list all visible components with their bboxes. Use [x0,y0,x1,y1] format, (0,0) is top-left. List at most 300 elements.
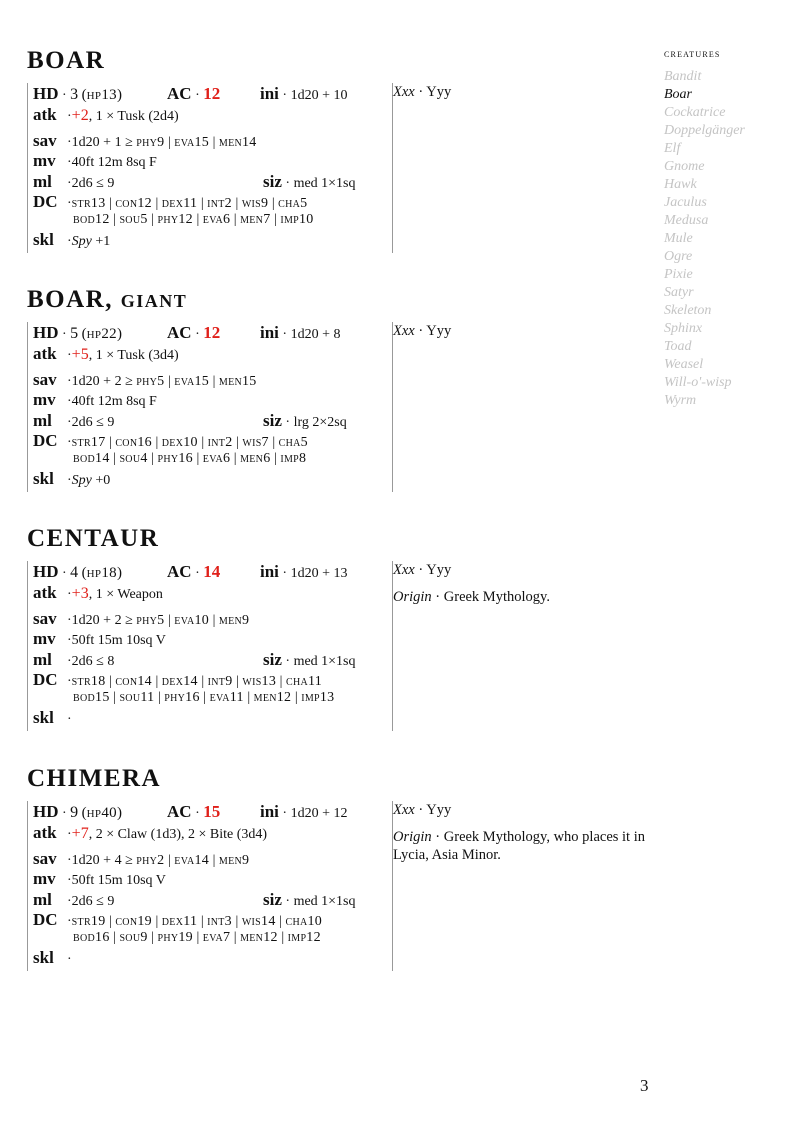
ac-field [167,801,220,825]
separator: | [275,914,286,929]
creature-title [27,763,657,795]
sav-value: 1d20 + 2 ≥ [71,374,137,389]
dc-row: DC ·str19 | con19 | dex11 | int3 | wis14 | cha10 [33,910,323,929]
ml-row: ml ·2d6 ≤ 9 siz · med 1×1sq [33,171,392,192]
siz-value: med 1×1sq [293,176,356,191]
dc-value: wis14 [241,914,276,929]
ac-field [167,322,220,346]
creature-entry [27,45,657,249]
dc-line-2 [73,451,306,466]
atk-text: , 1 × Weapon [88,587,163,602]
dc-value: cha5 [278,435,308,450]
separator: | [105,914,116,929]
hd-label: HD [33,802,59,821]
dot: · [281,654,294,669]
dc-value: str13 [71,196,106,211]
creature-index-item[interactable]: Satyr [664,285,694,300]
skill-name: Spy [71,234,92,249]
ini-field [260,801,347,825]
ac-label: AC [167,323,192,342]
dc-value: con16 [115,435,152,450]
ac-label: AC [167,802,192,821]
save-value: men9 [218,613,250,628]
dc-value: con12 [115,196,152,211]
skl-row: skl ·Spy +1 [33,230,111,249]
dc-value: str17 [71,435,106,450]
dot: · [58,88,71,103]
dot: · [281,176,294,191]
notes-column [393,801,657,873]
skill-value [72,473,111,488]
creature-index-item[interactable]: Will-o'-wisp [664,375,732,390]
dot: · [414,84,427,100]
dot: · [431,829,444,845]
ml-row: ml ·2d6 ≤ 9 siz · med 1×1sq [33,889,392,910]
separator: | [109,690,120,705]
separator: | [197,674,208,689]
dc-value: cha11 [285,674,323,689]
mv-label: mv [33,629,56,648]
separator: | [151,196,162,211]
separator: | [276,674,286,689]
dc-value: bod12 [73,212,110,227]
ini-value: 1d20 + 8 [290,327,341,342]
save-value: eva14 [174,853,210,868]
sav-parts [136,135,256,150]
ac-value: 14 [203,562,221,581]
siz-field [263,649,356,672]
creature-entry [27,763,657,967]
dc-value: wis9 [241,196,269,211]
dc-value: wis13 [242,674,277,689]
skl-label: skl [33,469,54,488]
separator: | [232,196,242,211]
separator: | [268,196,279,211]
dc-line-2 [73,212,314,227]
ini-field [260,83,347,107]
dc-value: bod16 [73,930,110,945]
ini-value: 1d20 + 13 [290,566,348,581]
atk-label: atk [33,823,57,842]
dc-value: str18 [71,674,106,689]
separator: | [151,674,162,689]
creature-index-item[interactable]: Elf [664,141,681,156]
separator: | [209,853,219,868]
hd-value: 5 [70,325,79,342]
dc-value: dex11 [161,914,198,929]
save-value: phy5 [136,613,165,628]
atk-row: atk ·+7, 2 × Claw (1d3), 2 × Bite (3d4) [33,823,268,842]
sav-value: 1d20 + 4 ≥ [71,853,137,868]
sav-parts [136,853,249,868]
sav-row: sav ·1d20 + 2 ≥ phy5 | eva15 | men15 [33,370,257,389]
dot: · [191,566,204,581]
dc-row-2 [33,928,392,948]
save-value: men9 [218,853,250,868]
skl-label: skl [33,708,54,727]
ml-value: 2d6 ≤ 9 [71,894,115,909]
hd-label: HD [33,84,59,103]
separator: | [147,930,158,945]
creature-index-item[interactable]: Hawk [664,177,697,192]
creature-index-item[interactable]: Wyrm [664,393,697,408]
dot: · [414,323,427,339]
dc-value: phy12 [157,212,193,227]
dc-value: imp10 [280,212,314,227]
creature-name: CHIMERA [27,765,162,792]
separator: | [209,613,219,628]
atk-row: atk ·+5, 1 × Tusk (3d4) [33,344,179,363]
separator: | [109,451,120,466]
dc-value: phy19 [157,930,193,945]
note-text: Yyy [426,84,452,100]
siz-label: siz [263,411,282,430]
sav-row: sav ·1d20 + 1 ≥ phy9 | eva15 | men14 [33,131,257,150]
dc-value: imp13 [301,690,335,705]
dc-value: wis7 [242,435,269,450]
dc-value: eva6 [202,212,231,227]
save-value: phy9 [136,135,165,150]
separator: | [151,435,162,450]
separator: | [209,135,219,150]
creature-name-comma: , [105,286,121,313]
dot: · [431,589,444,605]
hd-label: HD [33,323,59,342]
hd-row: HD · 3 (hp13) AC · 12 ini · 1d20 + 10 [33,83,392,105]
creature-name: BOAR [27,286,106,313]
separator: | [243,690,254,705]
ml-value: 2d6 ≤ 9 [71,415,115,430]
ini-label: ini [260,802,279,821]
dc-line-1 [72,674,322,689]
hd-row: HD · 5 (hp22) AC · 12 ini · 1d20 + 8 [33,322,392,344]
mv-row: mv ·50ft 15m 10sq V [33,629,166,648]
creature-index-item[interactable]: Sphinx [664,321,703,336]
separator: | [164,374,175,389]
ac-field [167,83,220,107]
origin-text: Greek Mythology, who places it in Lycia, Asia Minor. [393,829,645,863]
dc-row: DC ·str13 | con12 | dex11 | int2 | wis9 | cha5 [33,192,308,211]
notes-column [393,83,657,110]
dc-value: sou4 [119,451,148,466]
skill-bonus: +1 [91,234,111,249]
notes-column [393,322,657,349]
sav-label: sav [33,609,57,628]
creature-entry [27,523,657,727]
separator: | [154,690,165,705]
save-value: men14 [218,135,257,150]
separator: | [109,212,120,227]
creature-entry [27,284,657,488]
ini-label: ini [260,562,279,581]
ml-label: ml [33,411,52,430]
dc-row-2 [33,688,392,708]
dot: · [278,88,291,103]
dc-value: int2 [207,196,232,211]
creature-index-item[interactable]: Toad [664,339,692,354]
dc-line-2 [73,690,334,705]
hd-value: 9 [70,804,79,821]
dc-value: men6 [240,451,271,466]
ml-label: ml [33,650,52,669]
save-value: eva15 [174,374,210,389]
atk-text: , 1 × Tusk (3d4) [88,348,179,363]
mv-label: mv [33,151,56,170]
dot: · [191,327,204,342]
dot: · [58,327,71,342]
atk-bonus: +5 [71,346,89,363]
dc-value: men12 [240,930,278,945]
siz-field [263,889,356,912]
ac-value: 15 [203,802,221,821]
dc-value: int3 [207,914,232,929]
atk-bonus: +3 [71,585,89,602]
sav-label: sav [33,131,57,150]
creature-index-item[interactable]: Mule [664,231,693,246]
separator: | [230,212,241,227]
stat-block [27,322,393,492]
dc-value: int9 [207,674,233,689]
creature-index-item[interactable]: Pixie [664,267,693,282]
sav-value: 1d20 + 2 ≥ [71,613,137,628]
save-value: phy2 [136,853,165,868]
ml-row: ml ·2d6 ≤ 9 siz · lrg 2×2sq [33,410,392,431]
ac-label: AC [167,84,192,103]
separator: | [232,914,242,929]
atk-bonus: +7 [71,825,89,842]
separator: | [147,451,158,466]
sav-row: sav ·1d20 + 4 ≥ phy2 | eva14 | men9 [33,849,250,868]
creature-index-item[interactable]: Weasel [664,357,704,372]
separator: | [164,613,175,628]
separator: | [197,196,208,211]
ac-field [167,561,220,585]
dc-row: DC ·str18 | con14 | dex14 | int9 | wis13 | cha11 [33,670,323,689]
note-text: Yyy [426,802,452,818]
dc-value: cha10 [285,914,323,929]
creature-index-item[interactable]: Medusa [664,213,709,228]
stat-block [27,561,393,731]
note-text: Yyy [426,323,452,339]
separator: | [109,930,120,945]
atk-label: atk [33,105,57,124]
ml-label: ml [33,890,52,909]
creature-name: BOAR [27,47,106,74]
dot: · [278,327,291,342]
ini-field [260,322,340,346]
ml-label: ml [33,172,52,191]
siz-field [263,410,347,433]
mv-label: mv [33,869,56,888]
dc-value: bod15 [73,690,110,705]
stat-block [27,801,393,971]
save-value: men15 [218,374,257,389]
separator: | [105,674,116,689]
atk-row: atk ·+2, 1 × Tusk (2d4) [33,105,179,124]
ml-row: ml ·2d6 ≤ 8 siz · med 1×1sq [33,649,392,670]
creature-title [27,45,657,77]
skill-name: Spy [71,473,92,488]
dc-value: con19 [115,914,152,929]
creature-index-item[interactable]: Gnome [664,159,705,174]
creature-title [27,284,657,316]
hd-value: 4 [70,564,79,581]
siz-value: lrg 2×2sq [293,415,347,430]
dc-value: sou5 [119,212,148,227]
separator: | [192,451,203,466]
ini-value: 1d20 + 10 [290,88,348,103]
dc-value: dex14 [161,674,198,689]
atk-bonus: +2 [71,107,89,124]
ini-label: ini [260,323,279,342]
dc-value: eva6 [202,451,231,466]
mv-value: 40ft 12m 8sq F [71,155,157,170]
dc-value: eva11 [209,690,244,705]
ml-value: 2d6 ≤ 9 [71,176,115,191]
creature-index-item[interactable]: Ogre [664,249,693,264]
dc-value: sou11 [119,690,155,705]
skl-label: skl [33,230,54,249]
dc-value: phy16 [157,451,193,466]
dc-value: con14 [115,674,152,689]
creature-index-item[interactable]: Jaculus [664,195,707,210]
separator: | [232,674,243,689]
dc-value: dex10 [161,435,198,450]
creature-index-item[interactable]: Cockatrice [664,105,726,120]
dc-label: DC [33,192,58,211]
dot: · [58,806,71,821]
creature-index-item[interactable]: Doppelgänger [664,123,745,138]
ac-value: 12 [203,84,221,103]
save-value: eva10 [174,613,210,628]
note-text: Yyy [426,562,452,578]
sav-parts [136,613,249,628]
hd-row: HD · 9 (hp40) AC · 15 ini · 1d20 + 12 [33,801,392,823]
separator: | [209,374,219,389]
atk-label: atk [33,344,57,363]
note-label: Xxx [393,562,415,578]
separator: | [230,451,241,466]
sav-row: sav ·1d20 + 2 ≥ phy5 | eva10 | men9 [33,609,250,628]
hp-value: hp22 [86,326,117,342]
sav-value: 1d20 + 1 ≥ [71,135,137,150]
skl-row: skl ·Spy +0 [33,469,111,488]
dc-value: phy16 [164,690,200,705]
dc-value: str19 [71,914,106,929]
notes-column [393,561,657,615]
separator: | [151,914,162,929]
creature-index-item[interactable]: Boar [664,87,692,102]
separator: | [147,212,158,227]
hp-value: hp40 [86,805,117,821]
separator: | [105,196,116,211]
ini-label: ini [260,84,279,103]
siz-value: med 1×1sq [293,654,356,669]
atk-text: , 1 × Tusk (2d4) [88,109,179,124]
separator: | [197,914,208,929]
dot: · [414,562,427,578]
hd-label: HD [33,562,59,581]
creature-index [664,48,784,410]
note-label: Xxx [393,84,415,100]
dc-value: eva7 [202,930,231,945]
separator: | [230,930,241,945]
ini-value: 1d20 + 12 [290,806,348,821]
origin-note [393,828,657,864]
sav-parts [136,374,256,389]
siz-field [263,171,356,194]
dot: · [281,415,294,430]
origin-text: Greek Mythology. [443,589,550,605]
creature-title [27,523,657,555]
creature-index-item[interactable]: Bandit [664,69,702,84]
dc-label: DC [33,431,58,450]
skill-bonus: +0 [91,473,111,488]
hd-value: 3 [70,86,79,103]
note [393,801,657,819]
atk-text: , 2 × Claw (1d3), 2 × Bite (3d4) [88,827,268,842]
siz-label: siz [263,650,282,669]
ini-field [260,561,347,585]
dot: · [278,806,291,821]
separator: | [164,135,175,150]
dot: · [191,88,204,103]
dc-value: imp8 [280,451,307,466]
dc-value: int2 [207,435,233,450]
separator: | [164,853,175,868]
atk-row: atk ·+3, 1 × Weapon [33,583,163,602]
stat-block [27,83,393,253]
dc-row-2 [33,210,392,230]
dc-line-1 [72,435,308,450]
note-label: Xxx [393,323,415,339]
origin-note [393,588,657,606]
separator: | [197,435,208,450]
separator: | [270,212,281,227]
ac-label: AC [167,562,192,581]
separator: | [199,690,210,705]
mv-value: 50ft 15m 10sq V [71,873,166,888]
skl-row: skl · [33,708,72,727]
dc-value: imp12 [287,930,321,945]
skl-row: skl · [33,948,72,967]
hp-value: hp18 [86,565,117,581]
mv-row: mv ·50ft 15m 10sq V [33,869,166,888]
dc-value: dex11 [161,196,198,211]
separator: | [232,435,243,450]
note-label: Xxx [393,802,415,818]
separator: | [291,690,302,705]
siz-label: siz [263,172,282,191]
dc-value: cha5 [278,196,308,211]
ml-value: 2d6 ≤ 8 [71,654,115,669]
creature-index-item[interactable]: Skeleton [664,303,712,318]
dc-value: men12 [253,690,292,705]
dc-value: sou9 [119,930,148,945]
note [393,561,657,579]
siz-value: med 1×1sq [293,894,356,909]
hd-row: HD · 4 (hp18) AC · 14 ini · 1d20 + 13 [33,561,392,583]
sav-label: sav [33,849,57,868]
dc-value: men7 [240,212,271,227]
hp-value: hp13 [86,87,117,103]
mv-value: 50ft 15m 10sq V [71,633,166,648]
dc-label: DC [33,910,58,929]
save-value: phy5 [136,374,165,389]
origin-label: Origin [393,829,432,845]
dot: · [278,566,291,581]
mv-row: mv ·40ft 12m 8sq F [33,151,157,170]
